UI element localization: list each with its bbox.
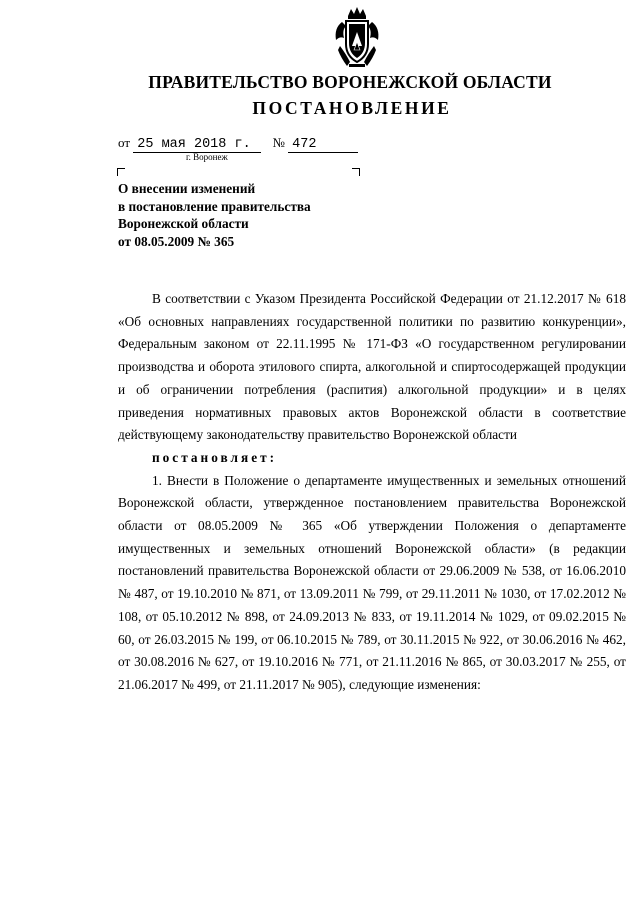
number-value: 472: [288, 137, 358, 153]
item-1-paragraph: 1. Внести в Положение о департаменте имущественных и земельных отношений Воронежской области, утвержденное постановлением правительства Воронежской области от 08.05.2009 № 365 «Об утверждении Положения о департаменте имущественных и земельных отношений Воронежской области» (в редакции постановлений правительства Воронежской области от 29.06.2009 № 538, от 16.06.2010 № 487, от 19.10.2010 № 871, от 13.09.2011 № 799, от 29.11.2011 № 1030, от 17.02.2012 № 108, от 05.10.2012 № 898, от 24.09.2013 № 833, от 19.11.2014 № 1029, от 09.02.2015 № 60, от 26.03.2015 № 199, от 06.10.2015 № 789, от 30.11.2015 № 922, от 30.06.2016 № 462, от 30.08.2016 № 627, от 19.10.2016 № 771, от 21.11.2016 № 865, от 30.03.2017 № 255, от 21.06.2017 № 499, от 21.11.2017 № 905), следующие изменения:: [118, 472, 626, 692]
coat-of-arms-icon: [332, 6, 382, 68]
document-type: ПОСТАНОВЛЕНИЕ: [252, 98, 452, 118]
date-label: от: [118, 135, 131, 150]
document-subject: [118, 180, 311, 250]
city-label: г. Воронеж: [186, 152, 228, 162]
subject-line: О внесении изменений: [118, 181, 256, 196]
date-value: 25 мая 2018 г.: [133, 137, 261, 153]
left-corner-mark: [117, 168, 125, 176]
right-corner-mark: [352, 168, 360, 176]
preamble-paragraph: В соответствии с Указом Президента Российской Федерации от 21.12.2017 № 618 «Об основных направлениях государственной политики по развитию конкуренции», Федеральным законом от 22.11.1995 № 171-ФЗ «О государственном регулировании производства и оборота этилового спирта, алкогольной и спиртосодержащей продукции и об ограничении потребления (распития) алкогольной продукции» и в целях приведения нормативных правовых актов Воронежской области в соответствие действующему законодательству правительство Воронежской области: [118, 291, 626, 443]
subject-line: от 08.05.2009 № 365: [118, 233, 235, 249]
decree-word: постановляет:: [152, 449, 278, 465]
subject-line: Воронежской области: [118, 216, 249, 231]
number-label: №: [272, 135, 285, 150]
subject-line: в постановление правительства: [118, 198, 311, 214]
document-meta: [118, 135, 358, 153]
organization-title: ПРАВИТЕЛЬСТВО ВОРОНЕЖСКОЙ ОБЛАСТИ: [148, 72, 552, 92]
document-body: [118, 288, 626, 697]
